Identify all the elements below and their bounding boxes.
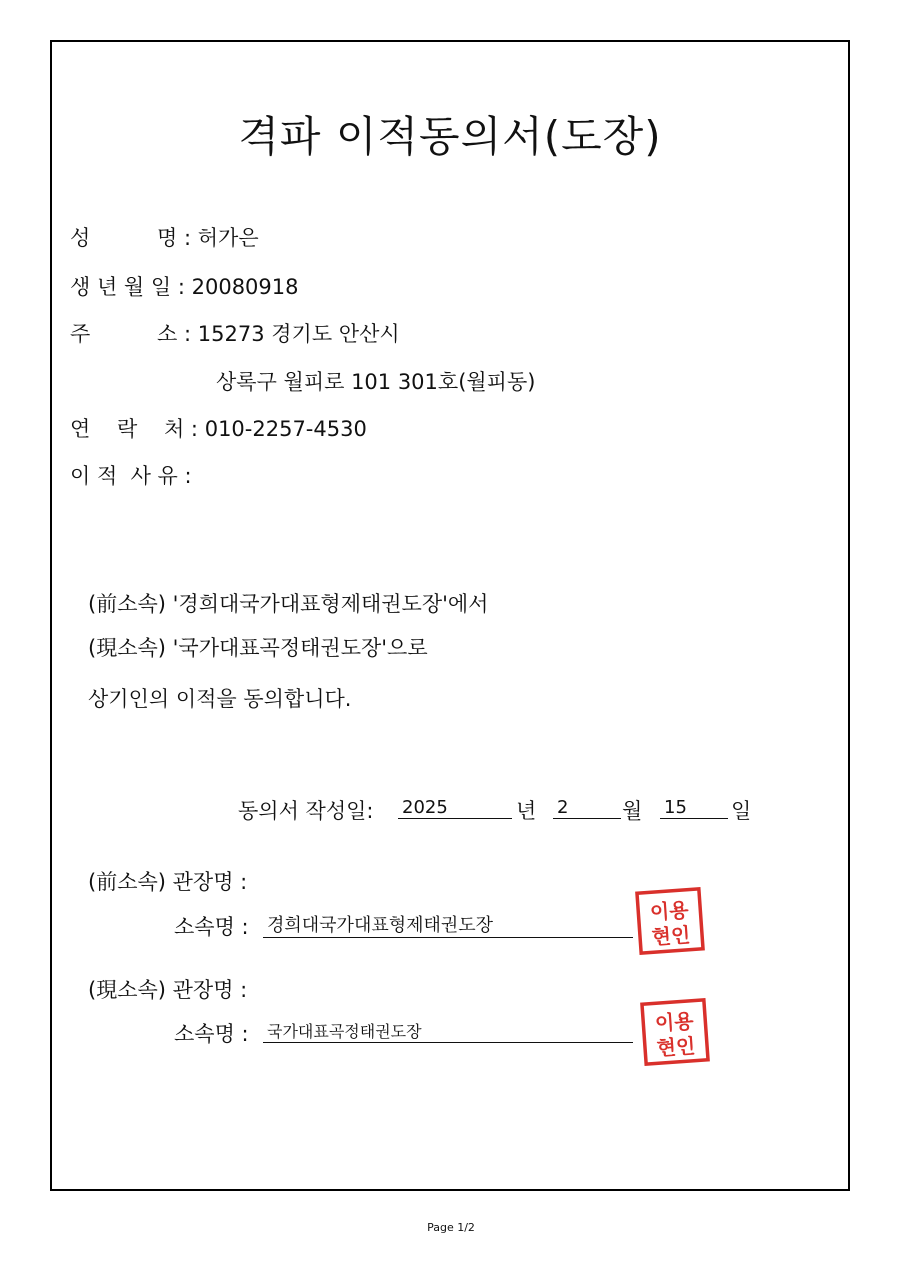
address-line1: 15273 경기도 안산시 (197, 322, 400, 346)
birth-row (70, 271, 299, 301)
former-seal-stamp (633, 885, 707, 957)
birth-label: 생 년 월 일 : (70, 275, 185, 299)
date-label: 동의서 작성일: (238, 799, 374, 823)
former-seal-line1: 이용 (649, 897, 690, 925)
former-affiliation-value: 경희대국가대표형제태권도장 (263, 911, 633, 938)
reason-label: 이 적 사 유 : (70, 464, 192, 488)
current-seal-stamp (638, 996, 712, 1068)
address-label: 주 소 : (70, 322, 192, 346)
name-value: 허가은 (197, 226, 259, 250)
current-seal-line2: 현인 (655, 1033, 697, 1061)
name-label: 성 명 : (70, 226, 192, 250)
former-affiliation-line: (前소속) '경희대국가대표형제태권도장'에서 (88, 592, 489, 616)
current-seal-line1: 이용 (654, 1008, 695, 1036)
former-seal-line2: 현인 (650, 922, 692, 950)
birth-value: 20080918 (191, 275, 299, 299)
current-affiliation-label: 소속명 : (174, 1022, 249, 1046)
contact-label: 연 락 처 : (70, 417, 199, 441)
current-affiliation-field (263, 1019, 633, 1043)
consent-statement: 상기인의 이적을 동의합니다. (88, 687, 352, 711)
current-affiliation-value: 국가대표곡정태권도장 (263, 1019, 633, 1043)
date-year-field (398, 797, 512, 819)
current-affiliation-line: (現소속) '국가대표곡정태권도장'으로 (88, 636, 428, 660)
contact-row (70, 413, 367, 443)
name-row (70, 222, 259, 252)
date-day: 15 (660, 797, 728, 819)
former-affiliation-label: 소속명 : (174, 915, 249, 939)
contact-value: 010-2257-4530 (204, 417, 367, 441)
date-day-field (660, 797, 728, 819)
date-day-unit: 일 (731, 799, 752, 823)
page-number: Page 1/2 (427, 1221, 475, 1234)
date-month-unit: 월 (622, 799, 643, 823)
former-director-label: (前소속) 관장명 : (88, 870, 248, 894)
document-title: 격파 이적동의서(도장) (238, 112, 662, 161)
current-director-label: (現소속) 관장명 : (88, 978, 248, 1002)
date-month-field (553, 797, 621, 819)
date-month: 2 (553, 797, 621, 819)
date-year: 2025 (398, 797, 512, 819)
date-year-unit: 년 (516, 799, 537, 823)
former-affiliation-field (263, 911, 633, 938)
address-line2: 상록구 월피로 101 301호(월피동) (216, 370, 536, 394)
address-row (70, 318, 400, 348)
